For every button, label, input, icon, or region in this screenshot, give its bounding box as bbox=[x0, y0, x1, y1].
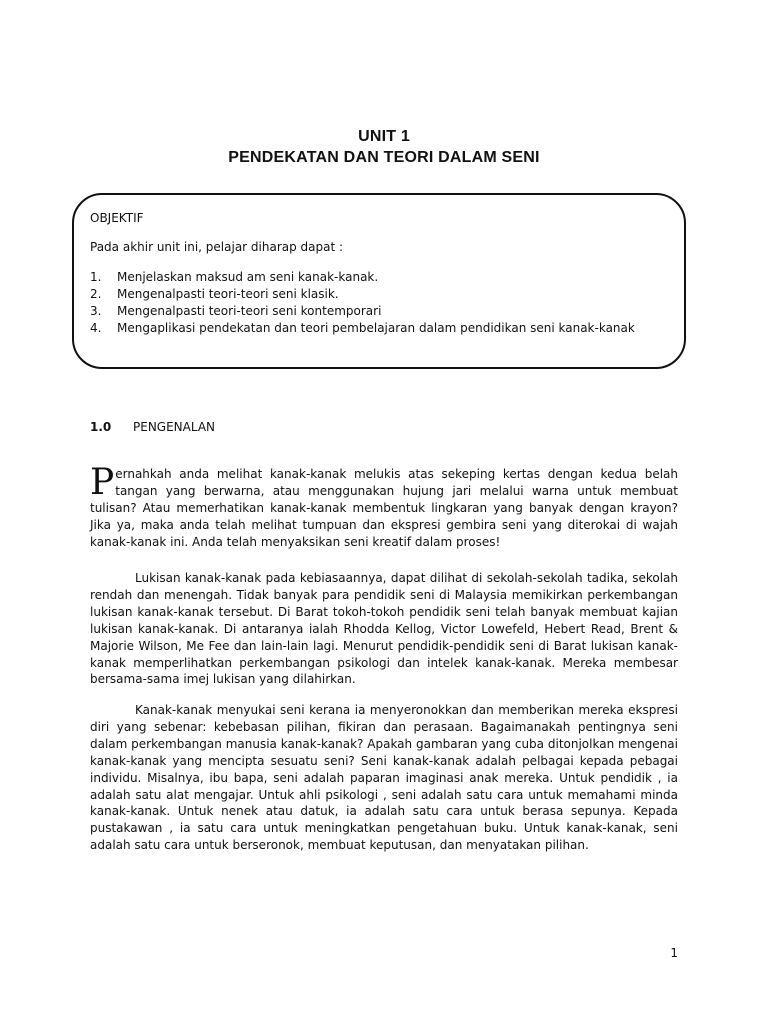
paragraph-intro bbox=[90, 462, 678, 551]
paragraph-text: Lukisan kanak-kanak pada kebiasaannya, dapat dilihat di sekolah-sekolah tadika, sekolah rendah dan menengah. Tidak banyak para pendidik seni di Malaysia memikirkan perkembangan lukisan kanak-kanak tersebut. Di Barat tokoh-tokoh pendidik seni telah banyak membuat kajian lukisan kanak-kanak. Di antaranya ialah Rhodda Kellog, Victor Lowefeld, Hebert Read, Brent & Majorie Wilson, Me Fee dan lain-lain lagi. Menurut pendidik-pendidik seni di Barat lukisan kanak-kanak memperlihatkan perkembangan psikologi dan intelek kanak-kanak. Mereka membesar bersama-sama imej lukisan yang dilahirkan. bbox=[90, 571, 678, 687]
objective-heading: OBJEKTIF bbox=[90, 211, 144, 225]
page-number: 1 bbox=[670, 946, 678, 960]
page-title: PENDEKATAN DAN TEORI DALAM SENI bbox=[228, 149, 540, 166]
paragraph-text: ernahkah anda melihat kanak-kanak melukis atas sekeping kertas dengan kedua belah tangan yang berwarna, atau menggunakan hujung jari melalui warna untuk membuat tulisan? Atau memerhatikan kanak-kanak membentuk lingkaran yang banyak dengan krayon? Jika ya, maka anda telah melihat tumpuan dan ekspresi gembira seni yang diterokai di wajah kanak-kanak ini. Anda telah menyaksikan seni kreatif dalam proses! bbox=[90, 467, 678, 549]
objective-item bbox=[90, 286, 635, 303]
objective-item-number: 3. bbox=[90, 304, 102, 318]
section-number: 1.0 bbox=[90, 420, 112, 434]
objective-item-number: 4. bbox=[90, 321, 102, 335]
paragraph-children-art bbox=[90, 702, 678, 854]
section-title: PENGENALAN bbox=[133, 420, 216, 434]
paragraph-text: Kanak-kanak menyukai seni kerana ia menyeronokkan dan memberikan mereka ekspresi diri yang sebenar: kebebasan pilihan, fikiran dan perasaan. Bagaimanakah pentingnya seni dalam perkembangan manusia kanak-kanak? Apakah gambaran yang cuba ditonjolkan mengenai kanak-kanak yang mencipta sesuatu seni? Seni kanak-kanak adalah pelbagai kepada pebagai individu. Misalnya, ibu bapa, seni adalah paparan imaginasi anak mereka. Untuk pendidik , ia adalah satu alat mengajar. Untuk ahli psikologi , seni adalah satu cara untuk memahami minda kanak-kanak. Untuk nenek atau datuk, ia adalah satu cara untuk berasa sepunya. Kepada pustakawan , ia satu cara untuk meningkatkan pengetahuan buku. Untuk kanak-kanak, seni adalah satu cara untuk berseronok, membuat keputusan, dan menyatakan pilihan. bbox=[90, 703, 678, 853]
objective-item-text: Mengaplikasi pendekatan dan teori pembelajaran dalam pendidikan seni kanak-kanak bbox=[117, 321, 635, 335]
objective-item bbox=[90, 320, 635, 337]
section-heading bbox=[90, 419, 215, 436]
objective-box bbox=[72, 193, 686, 369]
objective-item bbox=[90, 303, 635, 320]
objective-intro: Pada akhir unit ini, pelajar diharap dapat : bbox=[90, 240, 344, 254]
objective-item-number: 2. bbox=[90, 287, 102, 301]
objective-item-text: Mengenalpasti teori-teori seni klasik. bbox=[117, 287, 339, 301]
objective-item-number: 1. bbox=[90, 270, 102, 284]
objective-item-text: Mengenalpasti teori-teori seni kontemporari bbox=[117, 304, 382, 318]
unit-number: UNIT 1 bbox=[358, 128, 410, 145]
paragraph-children-drawings bbox=[90, 570, 678, 688]
objective-list bbox=[90, 269, 635, 337]
objective-item bbox=[90, 269, 635, 286]
objective-item-text: Menjelaskan maksud am seni kanak-kanak. bbox=[117, 270, 379, 284]
drop-cap: P bbox=[90, 462, 115, 503]
